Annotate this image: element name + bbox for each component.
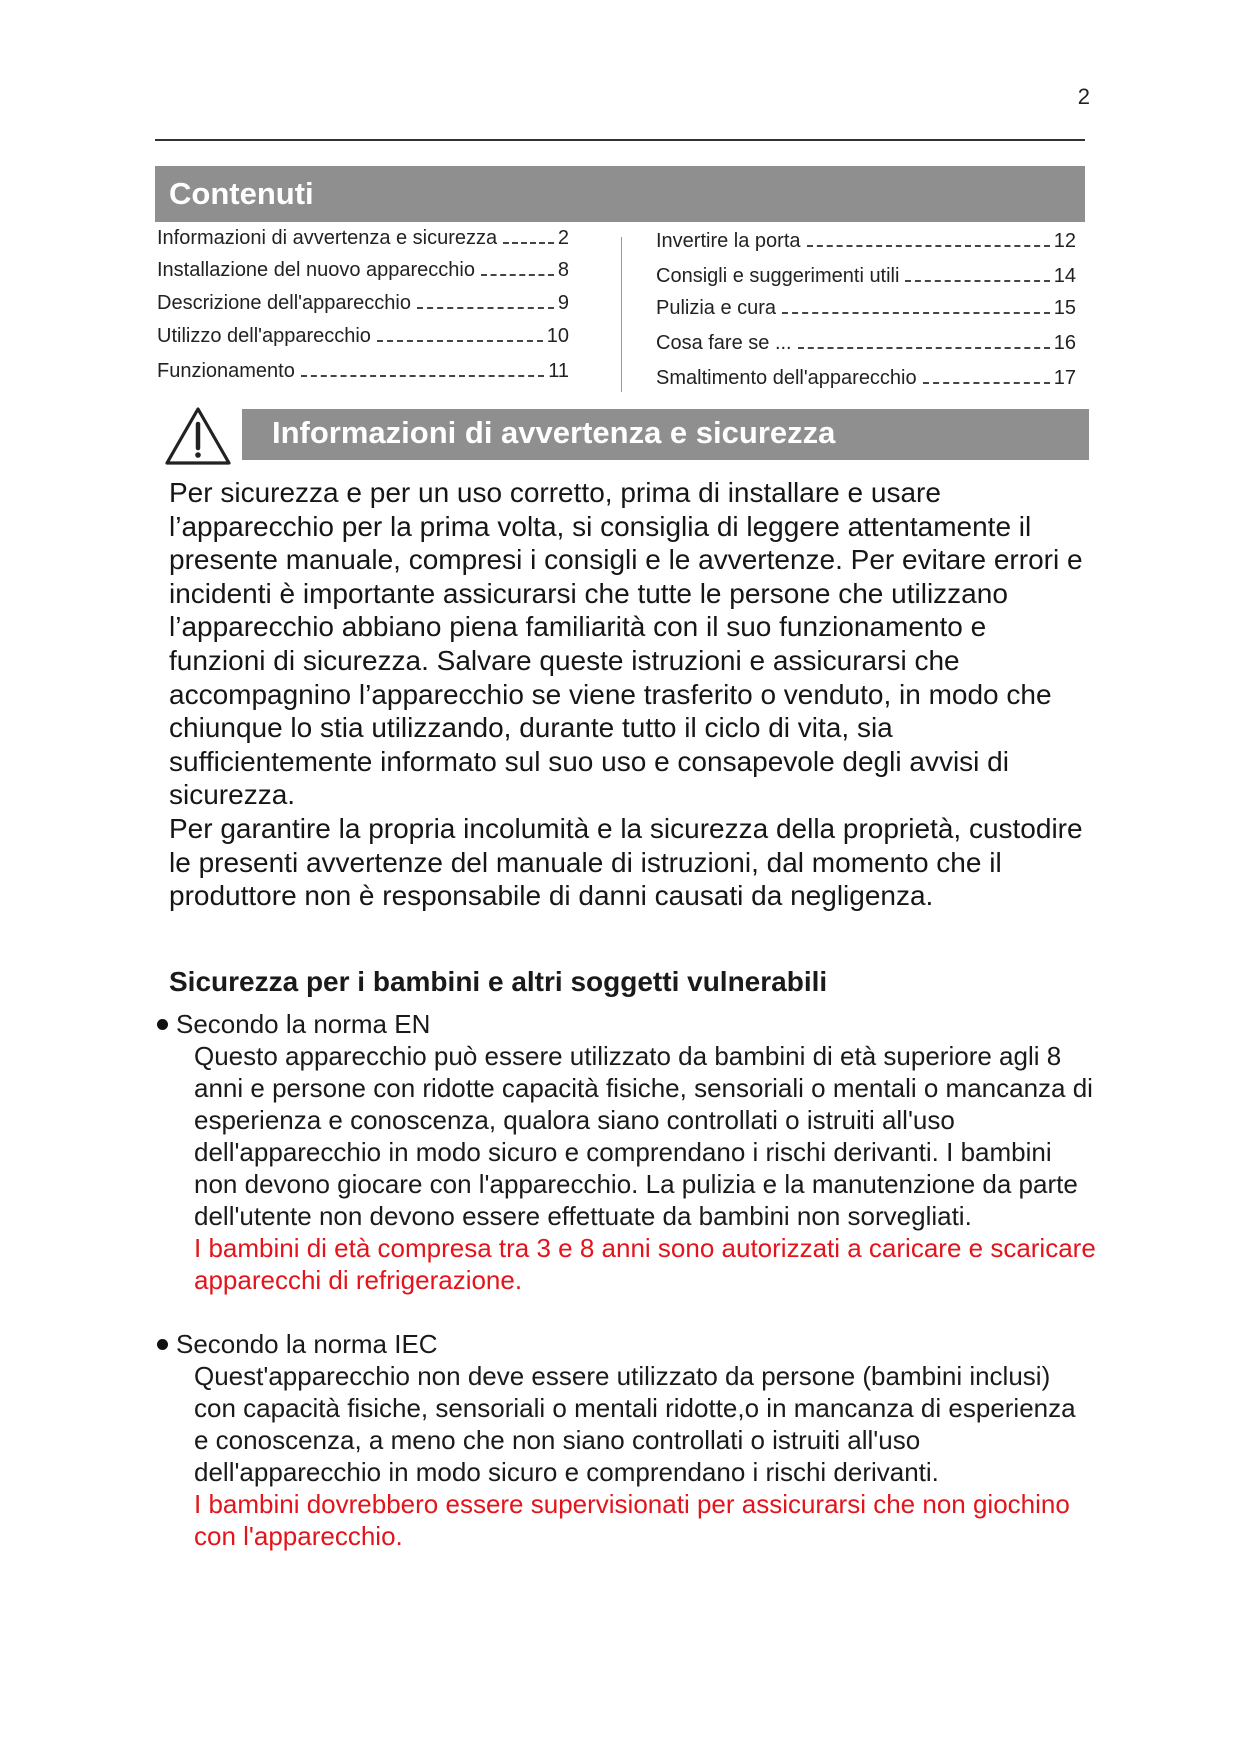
iec-norm-block [157, 1328, 1097, 1552]
contents-heading: Contenuti [155, 166, 1085, 222]
toc-item-page: 2 [557, 227, 569, 249]
toc-item-label: Informazioni di avvertenza e sicurezza [157, 227, 498, 249]
toc-item-label: Funzionamento [157, 360, 295, 382]
toc-item-label: Descrizione dell'apparecchio [157, 292, 411, 314]
iec-norm-text: Quest'apparecchio non deve essere utilizzato da persone (bambini inclusi) con capacità fisiche, sensoriali o mentali ridotte,o in mancanza di esperienza e conoscenza, a meno che non siano controllati o istruiti all'uso dell'apparecchio in modo sicuro e comprendano i rischi derivanti. [194, 1361, 1076, 1487]
toc-item-page: 9 [557, 292, 569, 314]
toc-item-page: 16 [1053, 332, 1076, 354]
toc-leader [905, 280, 1049, 282]
toc-divider [621, 237, 622, 392]
en-norm-heading: Secondo la norma EN [176, 1009, 431, 1039]
toc-item-label: Pulizia e cura [656, 297, 777, 319]
toc-leader [417, 307, 554, 309]
toc-item[interactable] [656, 297, 1076, 320]
toc-item-page: 10 [546, 325, 569, 347]
toc-item[interactable] [656, 332, 1076, 355]
intro-paragraph: Per garantire la propria incolumità e la sicurezza della proprietà, custodire le presenti avvertenze del manuale di istruzioni, dal momento che il produttore non è responsabile di danni causati da negligenza. [169, 812, 1083, 912]
toc-item-label: Invertire la porta [656, 230, 801, 252]
page-number: 2 [1077, 84, 1090, 109]
toc-leader [782, 312, 1050, 314]
safety-intro [169, 476, 1089, 913]
warning-triangle-icon [163, 405, 233, 467]
toc-item[interactable] [157, 360, 569, 383]
header-rule [155, 139, 1085, 141]
toc-item-label: Consigli e suggerimenti utili [656, 265, 900, 287]
en-norm-block [157, 1008, 1097, 1296]
toc-item-page: 14 [1053, 265, 1076, 287]
toc-leader [503, 242, 554, 244]
iec-norm-heading: Secondo la norma IEC [176, 1329, 438, 1359]
toc-leader [481, 274, 554, 276]
toc-leader [807, 245, 1050, 247]
en-norm-warning: I bambini di età compresa tra 3 e 8 anni sono autorizzati a caricare e scaricare apparecchi di refrigerazione. [194, 1233, 1096, 1295]
toc-item-page: 17 [1053, 367, 1076, 389]
toc-item-page: 12 [1053, 230, 1076, 252]
toc-item[interactable] [157, 292, 569, 315]
bullet-icon [157, 1019, 168, 1030]
toc-item[interactable] [656, 367, 1076, 390]
toc-item[interactable] [157, 325, 569, 348]
en-norm-text: Questo apparecchio può essere utilizzato da bambini di età superiore agli 8 anni e persone con ridotte capacità fisiche, sensoriali o mentali o mancanza di esperienza e conoscenza, qualora siano controllati o istruiti all'uso dell'apparecchio in modo sicuro e comprendano i rischi derivanti. I bambini non devono giocare con l'apparecchio. La pulizia e la manutenzione da parte dell'utente non devono essere effettuate da bambini non sorvegliati. [194, 1041, 1093, 1231]
toc-item-label: Installazione del nuovo apparecchio [157, 259, 475, 281]
toc-item-label: Cosa fare se ... [656, 332, 792, 354]
toc-item[interactable] [656, 265, 1076, 288]
children-safety-heading: Sicurezza per i bambini e altri soggetti vulnerabili [169, 966, 828, 997]
iec-norm-warning: I bambini dovrebbero essere supervisionati per assicurarsi che non giochino con l'apparecchio. [194, 1489, 1070, 1551]
toc-item-page: 15 [1053, 297, 1076, 319]
toc-item-page: 11 [548, 360, 569, 382]
toc-leader [923, 382, 1050, 384]
toc-leader [301, 375, 544, 377]
toc-item[interactable] [157, 259, 569, 282]
toc-item-label: Utilizzo dell'apparecchio [157, 325, 371, 347]
safety-heading: Informazioni di avvertenza e sicurezza [242, 409, 1089, 460]
toc-item[interactable] [157, 227, 569, 250]
toc-item-page: 8 [557, 259, 569, 281]
toc-item[interactable] [656, 230, 1076, 253]
toc-leader [377, 340, 543, 342]
intro-paragraph: Per sicurezza e per un uso corretto, prima di installare e usare l’apparecchio per la prima volta, si consiglia di leggere attentamente il presente manuale, compresi i consigli e le avvertenze. Per evitare errori e incidenti è importante assicurarsi che tutte le persone che utilizzano l’apparecchio abbiano piena familiarità con il suo funzionamento e funzioni di sicurezza. Salvare queste istruzioni e assicurarsi che accompagnino l’apparecchio se viene trasferito o venduto, in modo che chiunque lo stia utilizzando, durante tutto il ciclo di vita, sia sufficientemente informato sul suo uso e consapevole degli avvisi di sicurezza. [169, 477, 1083, 811]
toc-item-label: Smaltimento dell'apparecchio [656, 367, 917, 389]
bullet-icon [157, 1339, 168, 1350]
toc-leader [798, 347, 1050, 349]
